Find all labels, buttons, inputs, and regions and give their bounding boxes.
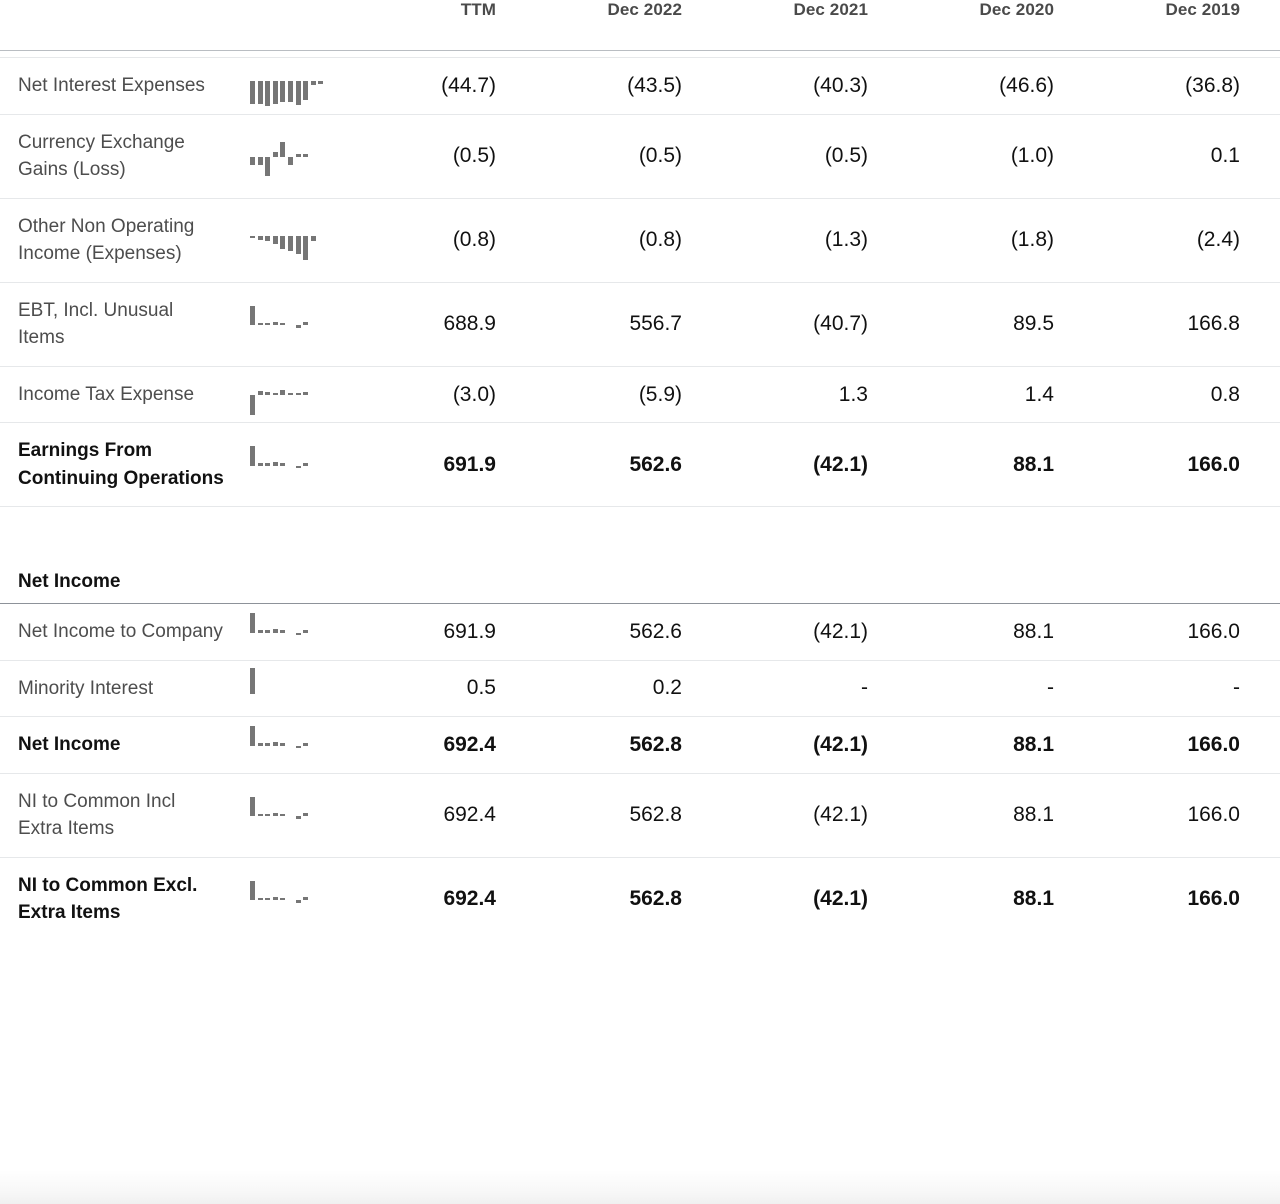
sparkline-bar bbox=[250, 797, 255, 816]
cell-ni-to-common-incl-extra-items-dec-2019: 166.0 bbox=[1094, 773, 1280, 857]
sparkline-bar bbox=[296, 325, 301, 328]
sparkline-bar bbox=[288, 157, 293, 165]
sparkline-bar bbox=[280, 81, 285, 102]
sparkline-bar bbox=[303, 81, 308, 100]
sparkline-bar bbox=[280, 814, 285, 817]
cell-currency-exchange-gains-loss-dec-2022: (0.5) bbox=[536, 114, 722, 198]
sparkline-chart bbox=[248, 443, 324, 487]
row-label-other-non-operating-income-expenses: Other Non Operating Income (Expenses) bbox=[0, 198, 240, 282]
table-row[interactable] bbox=[0, 198, 1280, 282]
sparkline-bar bbox=[258, 323, 263, 326]
sparkline-bar bbox=[280, 236, 285, 249]
sparkline-bar bbox=[273, 236, 278, 244]
sparkline-chart bbox=[248, 666, 324, 710]
cell-net-interest-expenses-dec-2020: (46.6) bbox=[908, 58, 1094, 115]
sparkline-bar bbox=[273, 393, 278, 396]
sparkline-bar bbox=[258, 743, 263, 746]
sparkline-bar bbox=[265, 463, 270, 466]
cell-currency-exchange-gains-loss-dec-2019: 0.1 bbox=[1094, 114, 1280, 198]
sparkline-bar bbox=[273, 462, 278, 465]
sparkline-bar bbox=[265, 392, 270, 396]
cell-ebt-incl-unusual-items-dec-2020: 89.5 bbox=[908, 282, 1094, 366]
column-header-dec-2019[interactable]: Dec 2019 bbox=[1165, 0, 1240, 19]
cell-net-interest-expenses-dec-2019: (36.8) bbox=[1094, 58, 1280, 115]
bottom-fade-overlay bbox=[0, 1170, 1280, 1204]
section-gap-cell bbox=[0, 507, 1280, 565]
cell-net-income-to-company-dec-2019: 166.0 bbox=[1094, 603, 1280, 660]
cell-net-income-ttm: 692.4 bbox=[350, 717, 536, 774]
table-row[interactable] bbox=[0, 857, 1280, 941]
sparkline-bar bbox=[273, 322, 278, 325]
sparkline-bar bbox=[280, 630, 285, 633]
cell-minority-interest-dec-2021: - bbox=[722, 660, 908, 717]
sparkline-chart bbox=[248, 723, 324, 767]
cell-income-tax-expense-dec-2020: 1.4 bbox=[908, 366, 1094, 423]
sparkline-bar bbox=[311, 236, 316, 241]
sparkline-chart bbox=[248, 877, 324, 921]
cell-ebt-incl-unusual-items-ttm: 688.9 bbox=[350, 282, 536, 366]
cell-minority-interest-dec-2020: - bbox=[908, 660, 1094, 717]
table-row[interactable] bbox=[0, 58, 1280, 115]
cell-net-income-dec-2020: 88.1 bbox=[908, 717, 1094, 774]
sparkline-bar bbox=[250, 81, 255, 104]
cell-earnings-from-continuing-operations-dec-2019: 166.0 bbox=[1094, 423, 1280, 507]
row-sparkline-net-income bbox=[240, 717, 350, 774]
row-sparkline-net-income-to-company bbox=[240, 603, 350, 660]
cell-ni-to-common-excl-extra-items-dec-2022: 562.8 bbox=[629, 887, 682, 911]
sparkline-chart bbox=[248, 64, 324, 108]
sparkline-bar bbox=[303, 743, 308, 746]
sparkline-bar bbox=[273, 629, 278, 632]
sparkline-chart bbox=[248, 610, 324, 654]
sparkline-bar bbox=[273, 742, 278, 745]
sparkline-bar bbox=[273, 897, 278, 900]
row-label-minority-interest: Minority Interest bbox=[0, 660, 240, 717]
sparkline-chart bbox=[248, 218, 324, 262]
cell-ni-to-common-excl-extra-items-ttm: 692.4 bbox=[443, 887, 496, 911]
cell-ni-to-common-excl-extra-items-dec-2020: 88.1 bbox=[1013, 887, 1054, 911]
cell-net-interest-expenses-dec-2022: (43.5) bbox=[536, 58, 722, 115]
cell-other-non-operating-income-expenses-dec-2021: (1.3) bbox=[722, 198, 908, 282]
cell-net-interest-expenses-ttm: (44.7) bbox=[350, 58, 536, 115]
sparkline-bar bbox=[303, 322, 308, 325]
sparkline-bar bbox=[303, 154, 308, 157]
row-sparkline-ebt-incl-unusual-items bbox=[240, 282, 350, 366]
column-header-dec-2021[interactable]: Dec 2021 bbox=[793, 0, 868, 19]
cell-ni-to-common-incl-extra-items-dec-2020: 88.1 bbox=[908, 773, 1094, 857]
sparkline-bar bbox=[265, 157, 270, 176]
sparkline-bar bbox=[296, 154, 301, 157]
sparkline-bar bbox=[265, 814, 270, 817]
table-row[interactable] bbox=[0, 603, 1280, 660]
row-label-net-income: Net Income bbox=[0, 717, 240, 774]
sparkline-bar bbox=[296, 236, 301, 254]
cell-ni-to-common-incl-extra-items-dec-2021: (42.1) bbox=[722, 773, 908, 857]
sparkline-bar bbox=[296, 746, 301, 749]
cell-net-income-to-company-dec-2020: 88.1 bbox=[908, 603, 1094, 660]
cell-other-non-operating-income-expenses-dec-2020: (1.8) bbox=[908, 198, 1094, 282]
sparkline-bar bbox=[311, 81, 316, 85]
sparkline-bar bbox=[258, 157, 263, 165]
sparkline-bar bbox=[258, 391, 263, 395]
sparkline-bar bbox=[265, 81, 270, 105]
sparkline-bar bbox=[265, 236, 270, 241]
sparkline-bar bbox=[296, 393, 301, 396]
cell-net-income-to-company-dec-2022: 562.6 bbox=[536, 603, 722, 660]
table-body bbox=[0, 58, 1280, 941]
cell-currency-exchange-gains-loss-ttm: (0.5) bbox=[350, 114, 536, 198]
cell-income-tax-expense-dec-2021: 1.3 bbox=[722, 366, 908, 423]
sparkline-bar bbox=[258, 236, 263, 240]
cell-ebt-incl-unusual-items-dec-2019: 166.8 bbox=[1094, 282, 1280, 366]
sparkline-chart bbox=[248, 302, 324, 346]
cell-ni-to-common-excl-extra-items-dec-2021: (42.1) bbox=[813, 887, 868, 911]
row-label-income-tax-expense: Income Tax Expense bbox=[0, 366, 240, 423]
sparkline-column-header bbox=[240, 0, 350, 51]
sparkline-bar bbox=[288, 236, 293, 251]
sparkline-bar bbox=[250, 446, 255, 465]
row-label-net-income-to-company: Net Income to Company bbox=[0, 603, 240, 660]
cell-net-income-to-company-ttm: 691.9 bbox=[350, 603, 536, 660]
cell-net-income-dec-2019: 166.0 bbox=[1094, 717, 1280, 774]
sparkline-bar bbox=[250, 726, 255, 745]
sparkline-bar bbox=[265, 743, 270, 746]
column-header-dec-2022[interactable]: Dec 2022 bbox=[607, 0, 682, 19]
row-label-ni-to-common-excl-extra-items: NI to Common Excl. Extra Items bbox=[18, 874, 198, 924]
cell-minority-interest-ttm: 0.5 bbox=[350, 660, 536, 717]
table-header bbox=[0, 0, 1280, 58]
cell-currency-exchange-gains-loss-dec-2020: (1.0) bbox=[908, 114, 1094, 198]
table-row[interactable] bbox=[0, 660, 1280, 717]
sparkline-bar bbox=[303, 813, 308, 816]
cell-minority-interest-dec-2022: 0.2 bbox=[536, 660, 722, 717]
section-gap bbox=[0, 507, 1280, 565]
cell-ni-to-common-incl-extra-items-dec-2022: 562.8 bbox=[536, 773, 722, 857]
sparkline-bar bbox=[303, 630, 308, 633]
table-row[interactable] bbox=[0, 717, 1280, 774]
cell-net-income-dec-2022: 562.8 bbox=[536, 717, 722, 774]
sparkline-bar bbox=[258, 814, 263, 817]
row-sparkline-net-interest-expenses bbox=[240, 58, 350, 115]
sparkline-chart bbox=[248, 373, 324, 417]
cell-net-income-dec-2021: (42.1) bbox=[722, 717, 908, 774]
sparkline-bar bbox=[250, 236, 255, 239]
sparkline-bar bbox=[265, 898, 270, 901]
cell-income-tax-expense-ttm: (3.0) bbox=[350, 366, 536, 423]
header-rule-cell bbox=[0, 51, 1280, 58]
row-sparkline-ni-to-common-excl-extra-items bbox=[240, 857, 350, 941]
sparkline-bar bbox=[296, 81, 301, 105]
sparkline-bar bbox=[280, 898, 285, 901]
row-label-currency-exchange-gains-loss: Currency Exchange Gains (Loss) bbox=[0, 114, 240, 198]
table-row[interactable] bbox=[0, 282, 1280, 366]
sparkline-bar bbox=[318, 81, 323, 84]
sparkline-bar bbox=[250, 306, 255, 325]
section-heading-1: Net Income bbox=[0, 565, 1280, 604]
sparkline-bar bbox=[296, 466, 301, 469]
column-header-ttm[interactable]: TTM bbox=[460, 0, 496, 19]
sparkline-bar bbox=[280, 743, 285, 746]
cell-ni-to-common-incl-extra-items-ttm: 692.4 bbox=[350, 773, 536, 857]
row-sparkline-currency-exchange-gains-loss bbox=[240, 114, 350, 198]
sparkline-bar bbox=[280, 390, 285, 396]
header-rule bbox=[0, 51, 1280, 58]
cell-currency-exchange-gains-loss-dec-2021: (0.5) bbox=[722, 114, 908, 198]
row-label-ebt-incl-unusual-items: EBT, Incl. Unusual Items bbox=[0, 282, 240, 366]
sparkline-bar bbox=[258, 463, 263, 466]
cell-earnings-from-continuing-operations-dec-2020: 88.1 bbox=[908, 423, 1094, 507]
cell-net-interest-expenses-dec-2021: (40.3) bbox=[722, 58, 908, 115]
row-sparkline-ni-to-common-incl-extra-items bbox=[240, 773, 350, 857]
table-row[interactable] bbox=[0, 366, 1280, 423]
sparkline-bar bbox=[250, 395, 255, 414]
row-label-earnings-from-continuing-operations: Earnings From Continuing Operations bbox=[0, 423, 240, 507]
sparkline-bar bbox=[303, 897, 308, 900]
section-heading-row bbox=[0, 565, 1280, 604]
cell-ni-to-common-excl-extra-items-dec-2019: 166.0 bbox=[1187, 887, 1240, 911]
table-row[interactable] bbox=[0, 114, 1280, 198]
sparkline-bar bbox=[296, 900, 301, 903]
sparkline-bar bbox=[258, 898, 263, 901]
sparkline-bar bbox=[273, 813, 278, 816]
row-sparkline-earnings-from-continuing-operations bbox=[240, 423, 350, 507]
sparkline-bar bbox=[258, 81, 263, 104]
column-header-row bbox=[0, 0, 1280, 51]
cell-net-income-to-company-dec-2021: (42.1) bbox=[722, 603, 908, 660]
row-sparkline-income-tax-expense bbox=[240, 366, 350, 423]
sparkline-bar bbox=[280, 323, 285, 326]
sparkline-chart bbox=[248, 134, 324, 178]
sparkline-bar bbox=[250, 668, 255, 693]
sparkline-bar bbox=[303, 392, 308, 396]
cell-income-tax-expense-dec-2019: 0.8 bbox=[1094, 366, 1280, 423]
sparkline-bar bbox=[296, 816, 301, 819]
row-sparkline-other-non-operating-income-expenses bbox=[240, 198, 350, 282]
cell-income-tax-expense-dec-2022: (5.9) bbox=[536, 366, 722, 423]
sparkline-bar bbox=[280, 142, 285, 157]
row-label-ni-to-common-incl-extra-items: NI to Common Incl Extra Items bbox=[0, 773, 240, 857]
sparkline-bar bbox=[265, 630, 270, 633]
cell-earnings-from-continuing-operations-ttm: 691.9 bbox=[350, 423, 536, 507]
sparkline-bar bbox=[250, 157, 255, 165]
sparkline-bar bbox=[250, 613, 255, 632]
sparkline-bar bbox=[273, 81, 278, 103]
sparkline-bar bbox=[296, 633, 301, 636]
cell-ebt-incl-unusual-items-dec-2022: 556.7 bbox=[536, 282, 722, 366]
sparkline-bar bbox=[273, 152, 278, 157]
sparkline-bar bbox=[280, 463, 285, 466]
cell-ebt-incl-unusual-items-dec-2021: (40.7) bbox=[722, 282, 908, 366]
cell-earnings-from-continuing-operations-dec-2021: (42.1) bbox=[722, 423, 908, 507]
row-label-net-interest-expenses: Net Interest Expenses bbox=[0, 58, 240, 115]
table-row[interactable] bbox=[0, 773, 1280, 857]
cell-other-non-operating-income-expenses-dec-2022: (0.8) bbox=[536, 198, 722, 282]
sparkline-bar bbox=[303, 236, 308, 260]
label-column-header bbox=[0, 0, 240, 51]
cell-other-non-operating-income-expenses-ttm: (0.8) bbox=[350, 198, 536, 282]
column-header-dec-2020[interactable]: Dec 2020 bbox=[979, 0, 1054, 19]
cell-other-non-operating-income-expenses-dec-2019: (2.4) bbox=[1094, 198, 1280, 282]
row-sparkline-minority-interest bbox=[240, 660, 350, 717]
sparkline-bar bbox=[265, 323, 270, 326]
table-row[interactable] bbox=[0, 423, 1280, 507]
sparkline-bar bbox=[288, 393, 293, 396]
sparkline-bar bbox=[258, 630, 263, 633]
sparkline-bar bbox=[288, 81, 293, 101]
sparkline-bar bbox=[303, 463, 308, 466]
cell-minority-interest-dec-2019: - bbox=[1094, 660, 1280, 717]
sparkline-chart bbox=[248, 793, 324, 837]
cell-earnings-from-continuing-operations-dec-2022: 562.6 bbox=[536, 423, 722, 507]
sparkline-bar bbox=[250, 881, 255, 900]
